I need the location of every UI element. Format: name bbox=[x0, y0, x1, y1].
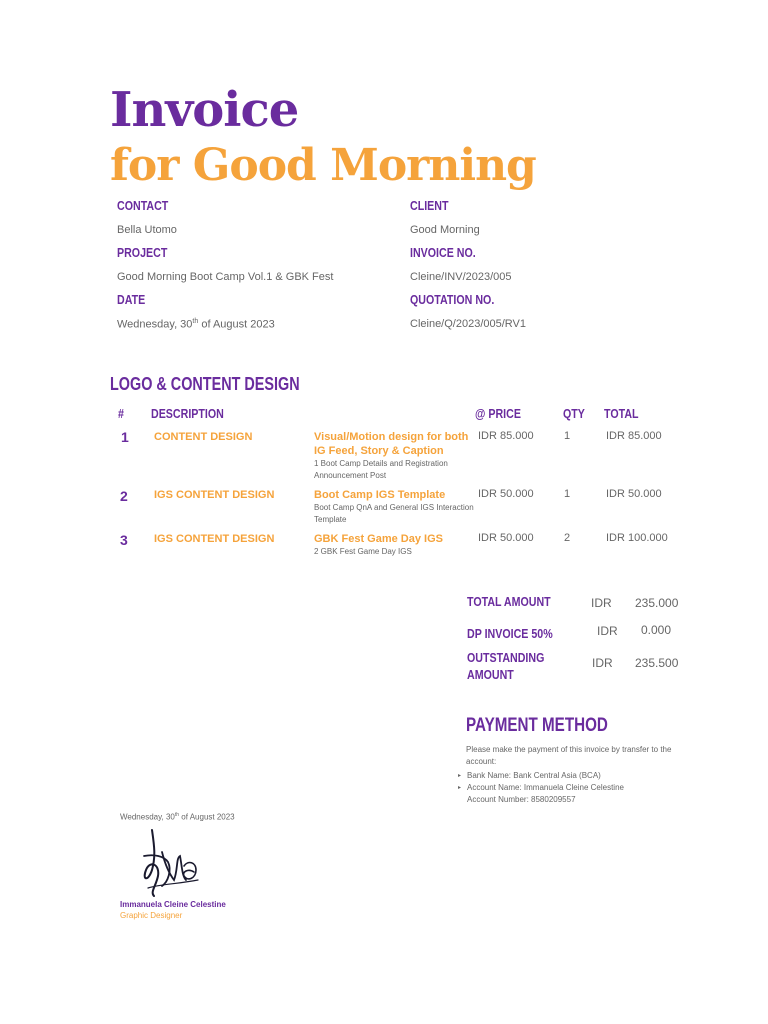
signature-date: Wednesday, 30th of August 2023 bbox=[120, 812, 235, 822]
row-detail bbox=[314, 430, 474, 482]
col-header-num: # bbox=[118, 406, 124, 421]
project-value: Good Morning Boot Camp Vol.1 & GBK Fest bbox=[117, 271, 334, 283]
row-detail-title: Visual/Motion design for both IG Feed, Story & Caption bbox=[314, 431, 469, 457]
row-detail-sub: 2 GBK Fest Game Day IGS bbox=[314, 547, 412, 556]
row-qty: 1 bbox=[564, 430, 571, 442]
row-number: 2 bbox=[120, 488, 128, 504]
row-detail-title: GBK Fest Game Day IGS bbox=[314, 533, 443, 545]
dp-invoice-value: 0.000 bbox=[641, 623, 672, 637]
row-number: 1 bbox=[121, 429, 129, 445]
row-price: IDR 50.000 bbox=[478, 488, 534, 500]
signer-role: Graphic Designer bbox=[120, 911, 183, 920]
client-label: CLIENT bbox=[410, 198, 449, 213]
date-label: DATE bbox=[117, 292, 146, 307]
row-qty: 2 bbox=[564, 532, 571, 544]
invoice-no-label: INVOICE NO. bbox=[410, 245, 476, 260]
row-item: IGS CONTENT DESIGN bbox=[154, 533, 275, 545]
row-detail bbox=[314, 488, 474, 526]
row-qty: 1 bbox=[564, 488, 571, 500]
invoice-subtitle: for Good Morning bbox=[110, 140, 536, 191]
account-name: ▸ Account Name: Immanuela Cleine Celestine bbox=[458, 782, 624, 794]
row-detail bbox=[314, 532, 474, 558]
row-item: CONTENT DESIGN bbox=[154, 431, 253, 443]
contact-value: Bella Utomo bbox=[117, 224, 177, 236]
outstanding-amount-currency: IDR bbox=[592, 656, 613, 670]
row-detail-sub: 1 Boot Camp Details and Registration Announcement Post bbox=[314, 459, 448, 480]
row-number: 3 bbox=[120, 532, 128, 548]
row-price: IDR 85.000 bbox=[478, 430, 534, 442]
row-total: IDR 85.000 bbox=[606, 430, 662, 442]
account-number: Account Number: 8580209557 bbox=[467, 795, 576, 804]
bank-name: ▸ Bank Name: Bank Central Asia (BCA) bbox=[458, 770, 624, 782]
invoice-no-value: Cleine/INV/2023/005 bbox=[410, 271, 512, 283]
dp-invoice-currency: IDR bbox=[597, 624, 618, 638]
outstanding-amount-value: 235.500 bbox=[635, 656, 679, 670]
row-total: IDR 100.000 bbox=[606, 532, 668, 544]
row-detail-title: Boot Camp IGS Template bbox=[314, 489, 446, 501]
row-detail-sub: Boot Camp QnA and General IGS Interaction Template bbox=[314, 503, 474, 524]
col-header-qty: QTY bbox=[563, 406, 585, 421]
signer-name: Immanuela Cleine Celestine bbox=[120, 900, 226, 909]
col-header-description: DESCRIPTION bbox=[151, 406, 224, 421]
row-item: IGS CONTENT DESIGN bbox=[154, 489, 275, 501]
section-title: LOGO & CONTENT DESIGN bbox=[110, 374, 300, 394]
payment-method-title: PAYMENT METHOD bbox=[466, 715, 608, 736]
quotation-label: QUOTATION NO. bbox=[410, 292, 495, 307]
quotation-value: Cleine/Q/2023/005/RV1 bbox=[410, 318, 526, 330]
total-amount-value: 235.000 bbox=[635, 596, 679, 610]
total-amount-label: TOTAL AMOUNT bbox=[467, 594, 551, 609]
contact-label: CONTACT bbox=[117, 198, 169, 213]
total-amount-currency: IDR bbox=[591, 596, 612, 610]
invoice-title: Invoice bbox=[110, 82, 299, 138]
col-header-price: @ PRICE bbox=[475, 406, 521, 421]
client-value: Good Morning bbox=[410, 224, 480, 236]
project-label: PROJECT bbox=[117, 245, 168, 260]
outstanding-amount-label: OUTSTANDING AMOUNT bbox=[467, 650, 545, 682]
payment-details bbox=[458, 770, 624, 806]
signature-image bbox=[138, 826, 204, 898]
dp-invoice-label: DP INVOICE 50% bbox=[467, 626, 553, 641]
col-header-total: TOTAL bbox=[604, 406, 639, 421]
row-price: IDR 50.000 bbox=[478, 532, 534, 544]
row-total: IDR 50.000 bbox=[606, 488, 662, 500]
payment-instruction: Please make the payment of this invoice by transfer to the account: bbox=[466, 745, 672, 766]
date-value: Wednesday, 30th of August 2023 bbox=[117, 318, 275, 331]
